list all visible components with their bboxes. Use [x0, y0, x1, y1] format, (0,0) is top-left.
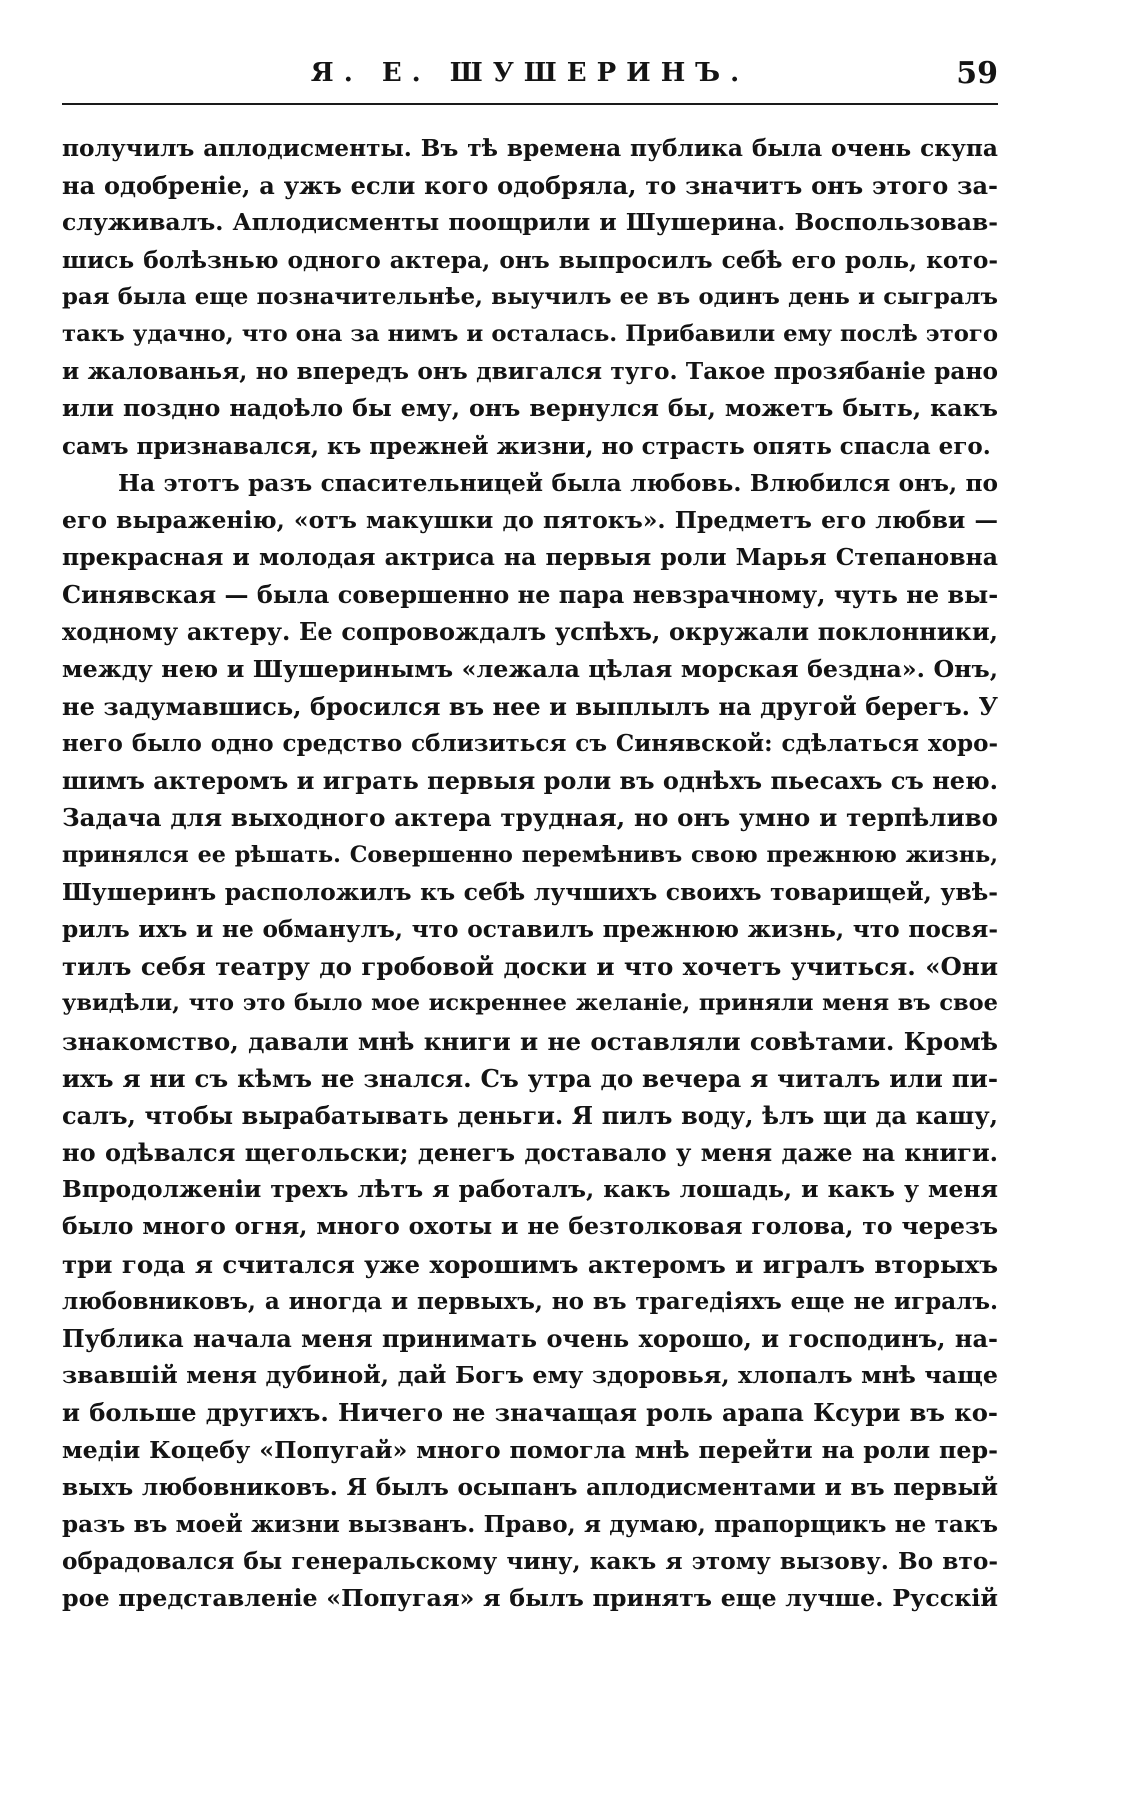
- text-line: между нею и Шушеринымъ «лежала цѣлая морская бездна». Онъ,: [62, 654, 998, 683]
- text-line: рилъ ихъ и не обманулъ, что оставилъ прежнюю жизнь, что посвя-: [62, 915, 998, 943]
- text-line: три года я считался уже хорошимъ актеромъ и игралъ вторыхъ: [62, 1249, 998, 1279]
- text-line: шись болѣзнью одного актера, онъ выпросилъ себѣ его роль, кото-: [62, 246, 998, 274]
- text-line: Задача для выходного актера трудная, но онъ умно и терпѣливо: [62, 803, 998, 833]
- text-line: ихъ я ни съ кѣмъ не знался. Съ утра до вечера я читалъ или пи-: [62, 1063, 998, 1093]
- text-line: и больше другихъ. Ничего не значащая роль арапа Ксури въ ко-: [62, 1398, 998, 1428]
- text-line: салъ, чтобы вырабатывать деньги. Я пилъ воду, ѣлъ щи да кашу,: [62, 1100, 998, 1130]
- paragraph-start-line: На этотъ разъ спасительницей была любовь. Влюбился онъ, по: [118, 469, 998, 497]
- text-line: знакомство, давали мнѣ книги и не оставляли совѣтами. Кромѣ: [62, 1026, 998, 1056]
- text-line: но одѣвался щегольски; денегъ доставало у меня даже на книги.: [62, 1138, 998, 1168]
- text-line: звавшій меня дубиной, дай Богъ ему здоровья, хлопалъ мнѣ чаще: [62, 1361, 998, 1390]
- text-line: было много огня, много охоты и не безтолковая голова, то черезъ: [62, 1212, 998, 1241]
- text-line: увидѣли, что это было мое искреннее желаніе, приняли меня въ свое: [62, 990, 998, 1017]
- text-line: тилъ себя театру до гробовой доски и что хочетъ учиться. «Они: [62, 952, 998, 982]
- text-line: принялся ее рѣшать. Совершенно перемѣнивъ свою прежнюю жизнь,: [62, 841, 998, 868]
- text-line: или поздно надоѣло бы ему, онъ вернулся бы, можетъ быть, какъ: [62, 394, 998, 423]
- text-line: обрадовался бы генеральскому чину, какъ я этому вызову. Во вто-: [62, 1548, 998, 1576]
- text-line: прекрасная и молодая актриса на первыя роли Марья Степановна: [62, 543, 998, 572]
- header-rule: [62, 103, 998, 105]
- text-line: Синявская — была совершенно не пара невзрачному, чуть не вы-: [62, 580, 998, 610]
- text-line: разъ въ моей жизни вызванъ. Право, я думаю, прапорщикъ не такъ: [62, 1510, 998, 1538]
- text-line: не задумавшись, бросился въ нее и выплылъ на другой берегъ. У: [62, 691, 998, 721]
- text-line: его выраженію, «отъ макушки до пятокъ». Предметъ его любви —: [62, 505, 998, 534]
- text-line: получилъ аплодисменты. Въ тѣ времена публика была очень скупа: [62, 135, 998, 162]
- text-line: Публика начала меня принимать очень хорошо, и господинъ, на-: [62, 1324, 998, 1353]
- text-line: выхъ любовниковъ. Я былъ осыпанъ аплодисментами и въ первый: [62, 1473, 998, 1501]
- page-number: 59: [956, 56, 998, 91]
- running-head: [62, 56, 998, 100]
- text-line: служивалъ. Аплодисменты поощрили и Шушерина. Воспользовав-: [62, 208, 998, 237]
- text-line: на одобреніе, а ужъ если кого одобряла, то значитъ онъ этого за-: [62, 171, 998, 201]
- body-text: [62, 130, 998, 1618]
- text-line: рая была еще позначительнѣе, выучилъ ее въ одинъ день и сыгралъ: [62, 283, 998, 310]
- text-line: такъ удачно, что она за нимъ и осталась. Прибавили ему послѣ этого: [62, 320, 998, 347]
- text-line: рое представленіе «Попугая» я былъ принятъ еще лучше. Русскій: [62, 1584, 998, 1613]
- text-line: любовниковъ, а иногда и первыхъ, но въ трагедіяхъ еще не игралъ.: [62, 1287, 998, 1315]
- text-line: Шушеринъ расположилъ къ себѣ лучшихъ своихъ товарищей, увѣ-: [62, 877, 998, 906]
- text-line: ходному актеру. Ее сопровождалъ успѣхъ, окружали поклонники,: [62, 617, 998, 647]
- text-line: Впродолженіи трехъ лѣтъ я работалъ, какъ лошадь, и какъ у меня: [62, 1175, 998, 1204]
- text-line: шимъ актеромъ и играть первыя роли въ однѣхъ пьесахъ съ нею.: [62, 766, 998, 796]
- text-line: и жалованья, но впередъ онъ двигался туго. Такое прозябаніе рано: [62, 358, 998, 386]
- running-title: Я. Е. ШУШЕРИНЪ.: [310, 58, 750, 88]
- text-line: него было одно средство сблизиться съ Синявской: сдѣлаться хоро-: [62, 730, 998, 757]
- text-line: самъ признавался, къ прежней жизни, но страсть опять спасла его.: [62, 432, 991, 460]
- text-line: медіи Коцебу «Попугай» много помогла мнѣ перейти на роли пер-: [62, 1435, 998, 1464]
